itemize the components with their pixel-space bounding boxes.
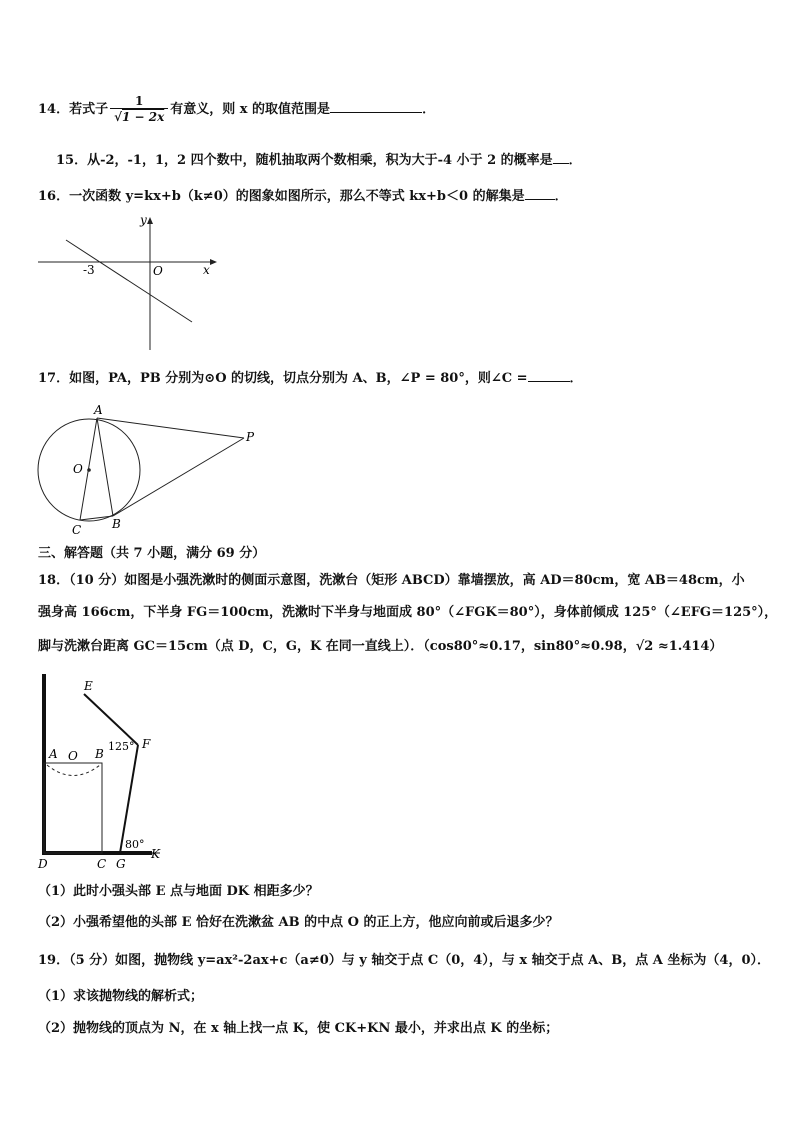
- question-16: [38, 187, 568, 206]
- q14-prefix: 14．若式子: [38, 102, 109, 117]
- q16-end: ．: [554, 189, 568, 204]
- question-18-line-1: 18．（10 分）如图是小强洗漱时的侧面示意图，洗漱台（矩形 ABCD）靠墙摆放，高 AD＝80cm，宽 AB＝48cm，小: [38, 573, 745, 588]
- q17-label-B: B: [112, 517, 121, 531]
- q15-text: 15．从-2，-1，1，2 四个数中，随机抽取两个数相乘，积为大于-4 小于 2 的概率是: [56, 153, 553, 168]
- q18-angle-125: 125°: [108, 740, 135, 753]
- q16-function-line: [66, 240, 192, 322]
- q17-tangent-PA: [97, 418, 244, 438]
- q18-label-O: O: [68, 749, 78, 763]
- q16-neg3-label: -3: [83, 263, 95, 277]
- q17-answer-blank[interactable]: [528, 369, 570, 382]
- question-17: [38, 369, 583, 388]
- q14-suffix: 有意义，则 x 的取值范围是: [170, 102, 331, 117]
- question-18-line-2: 强身高 166cm，下半身 FG＝100cm，洗漱时下半身与地面成 80°（∠FGK＝80°），身体前倾成 125°（∠EFG＝125°），: [38, 605, 778, 620]
- q18-label-E: E: [84, 679, 93, 693]
- question-15: [56, 151, 582, 170]
- q16-y-label: y: [140, 213, 147, 227]
- q15-end: ．: [568, 153, 582, 168]
- q17-chord-CB: [80, 516, 113, 520]
- q18-label-A: A: [49, 747, 58, 761]
- q17-text: 17．如图，PA，PB 分别为⊙O 的切线，切点分别为 A、B，∠P = 80°，则∠C =: [38, 371, 528, 386]
- q18-legs-FG: [120, 745, 138, 853]
- q14-radicand: 1 − 2x: [121, 110, 165, 124]
- q18-label-C: C: [97, 857, 107, 871]
- q18-label-K: K: [151, 847, 160, 861]
- section-3-heading: 三、解答题（共 7 小题，满分 69 分）: [38, 546, 266, 561]
- q18-label-B: B: [95, 747, 104, 761]
- q16-x-label: x: [203, 263, 210, 277]
- q18-sink-rectangle: [44, 763, 102, 853]
- q18-basin-arc: [47, 765, 100, 776]
- q18-subquestion-2: （2）小强希望他的头部 E 恰好在洗漱盆 AB 的中点 O 的正上方，他应向前或后退多少？: [38, 915, 559, 930]
- q17-label-O: O: [73, 462, 83, 476]
- question-14: [38, 94, 435, 125]
- q14-radical-sign: √: [114, 110, 122, 124]
- q19-subquestion-2: （2）抛物线的顶点为 N，在 x 轴上找一点 K，使 CK+KN 最小，并求出点 K 的坐标；: [38, 1021, 559, 1036]
- q17-label-C: C: [72, 523, 82, 537]
- q18-label-D: D: [38, 857, 48, 871]
- q19-subquestion-1: （1）求该抛物线的解析式；: [38, 989, 204, 1004]
- q14-fraction: [110, 94, 168, 125]
- q16-y-arrow: [147, 217, 153, 224]
- q18-label-F: F: [142, 737, 151, 751]
- q18-label-G: G: [116, 857, 126, 871]
- q16-text: 16．一次函数 y=kx+b（k≠0）的图象如图所示，那么不等式 kx+b＜0 的解集是: [38, 189, 525, 204]
- q18-subquestion-1: （1）此时小强头部 E 点与地面 DK 相距多少？: [38, 884, 319, 899]
- q16-figure: [34, 212, 224, 354]
- q16-origin-label: O: [153, 264, 163, 278]
- q17-end: ．: [569, 371, 583, 386]
- q16-answer-blank[interactable]: [525, 187, 555, 200]
- q14-fraction-denominator: [110, 108, 168, 125]
- question-19-line-1: 19．（5 分）如图，抛物线 y=ax²-2ax+c（a≠0）与 y 轴交于点 C（0，4），与 x 轴交于点 A、B，点 A 坐标为（4，0）．: [38, 953, 770, 968]
- q18-angle-80: 80°: [125, 838, 145, 851]
- q17-center-dot: [87, 468, 91, 472]
- q14-answer-blank[interactable]: [330, 100, 422, 113]
- q18-figure: [34, 672, 174, 872]
- q18-body-EF: [84, 694, 138, 745]
- q17-label-P: P: [246, 430, 255, 444]
- q15-answer-blank[interactable]: [553, 151, 569, 164]
- q17-tangent-PB: [113, 438, 244, 516]
- q17-figure: [30, 398, 270, 540]
- q17-chord-AB: [97, 418, 113, 516]
- question-18-line-3: 脚与洗漱台距离 GC＝15cm（点 D，C，G，K 在同一直线上）．（cos80°≈0.17，sin80°≈0.98，√2 ≈1.414）: [38, 639, 723, 654]
- q16-x-arrow: [210, 259, 217, 265]
- q14-fraction-numerator: 1: [134, 94, 144, 108]
- q17-label-A: A: [94, 403, 103, 417]
- q14-end: ．: [422, 102, 436, 117]
